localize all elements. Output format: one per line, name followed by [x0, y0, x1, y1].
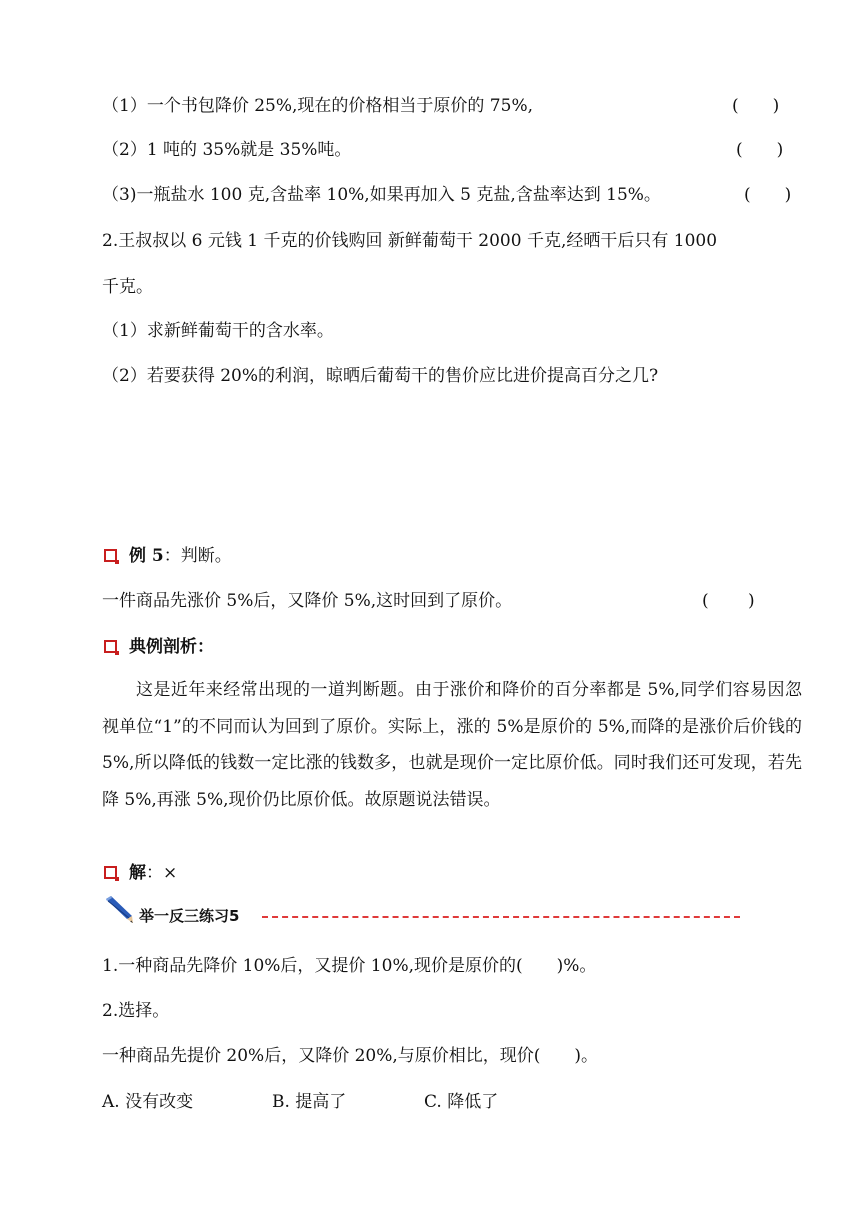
- example-heading: [104, 545, 232, 567]
- question-2-sub-1: （1）求新鲜葡萄干的含水率。: [102, 321, 334, 341]
- option-b[interactable]: B. 提高了: [272, 1092, 347, 1112]
- practice-question-2: 2.选择。: [102, 1001, 170, 1021]
- example-statement: 一件商品先涨价 5%后，又降价 5%,这时回到了原价。: [102, 591, 513, 611]
- example-label: 例 5: [129, 546, 164, 566]
- bullet-square-icon: [104, 549, 117, 562]
- answer-value: ：×: [146, 863, 178, 883]
- practice-question-2-stem: 一种商品先提价 20%后，又降价 20%,与原价相比，现价( )。: [102, 1046, 599, 1066]
- analysis-label: 典例剖析：: [129, 637, 214, 657]
- pencil-icon: [102, 896, 134, 924]
- analysis-heading: [104, 636, 214, 658]
- question-2-sub-2: （2）若要获得 20%的利润，晾晒后葡萄干的售价应比进价提高百分之几?: [102, 366, 659, 386]
- answer-heading: [104, 862, 177, 884]
- option-a[interactable]: A. 没有改变: [102, 1092, 194, 1112]
- judge-item-3: （3)一瓶盐水 100 克,含盐率 10%,如果再加入 5 克盐,含盐率达到 15%。: [102, 185, 661, 205]
- bullet-square-icon: [104, 640, 117, 653]
- judge-item-2: （2）1 吨的 35%就是 35%吨。: [102, 140, 352, 160]
- dashed-divider: [262, 916, 740, 918]
- bullet-square-icon: [104, 866, 117, 879]
- judge-item-1: （1）一个书包降价 25%,现在的价格相当于原价的 75%,: [102, 96, 534, 116]
- example-title: ：判断。: [163, 546, 232, 566]
- option-c[interactable]: C. 降低了: [424, 1092, 499, 1112]
- question-2-line-1: 2.王叔叔以 6 元钱 1 千克的价钱购回 新鲜葡萄干 2000 千克,经晒干后只有 1000: [102, 231, 718, 251]
- answer-blank-1[interactable]: ( ): [732, 96, 780, 116]
- question-2-line-2: 千克。: [102, 277, 153, 297]
- answer-blank-2[interactable]: ( ): [736, 140, 784, 160]
- analysis-paragraph: 这是近年来经常出现的一道判断题。由于涨价和降价的百分率都是 5%,同学们容易因忽视单位“1”的不同而认为回到了原价。实际上，涨的 5%是原价的 5%,而降的是涨价后价钱的 5%,所以降低的钱数一定比涨的钱数多，也就是现价一定比原价低。同时我们还可发现，若先降 5%,再涨 5%,现价仍比原价低。故原题说法错误。: [102, 680, 802, 810]
- answer-blank-3[interactable]: ( ): [744, 185, 792, 205]
- example-answer-blank[interactable]: ( ): [702, 591, 755, 611]
- practice-title: 举一反三练习5: [139, 907, 240, 925]
- practice-question-1: 1.一种商品先降价 10%后，又提价 10%,现价是原价的( )%。: [102, 956, 597, 976]
- answer-label: 解: [129, 863, 146, 883]
